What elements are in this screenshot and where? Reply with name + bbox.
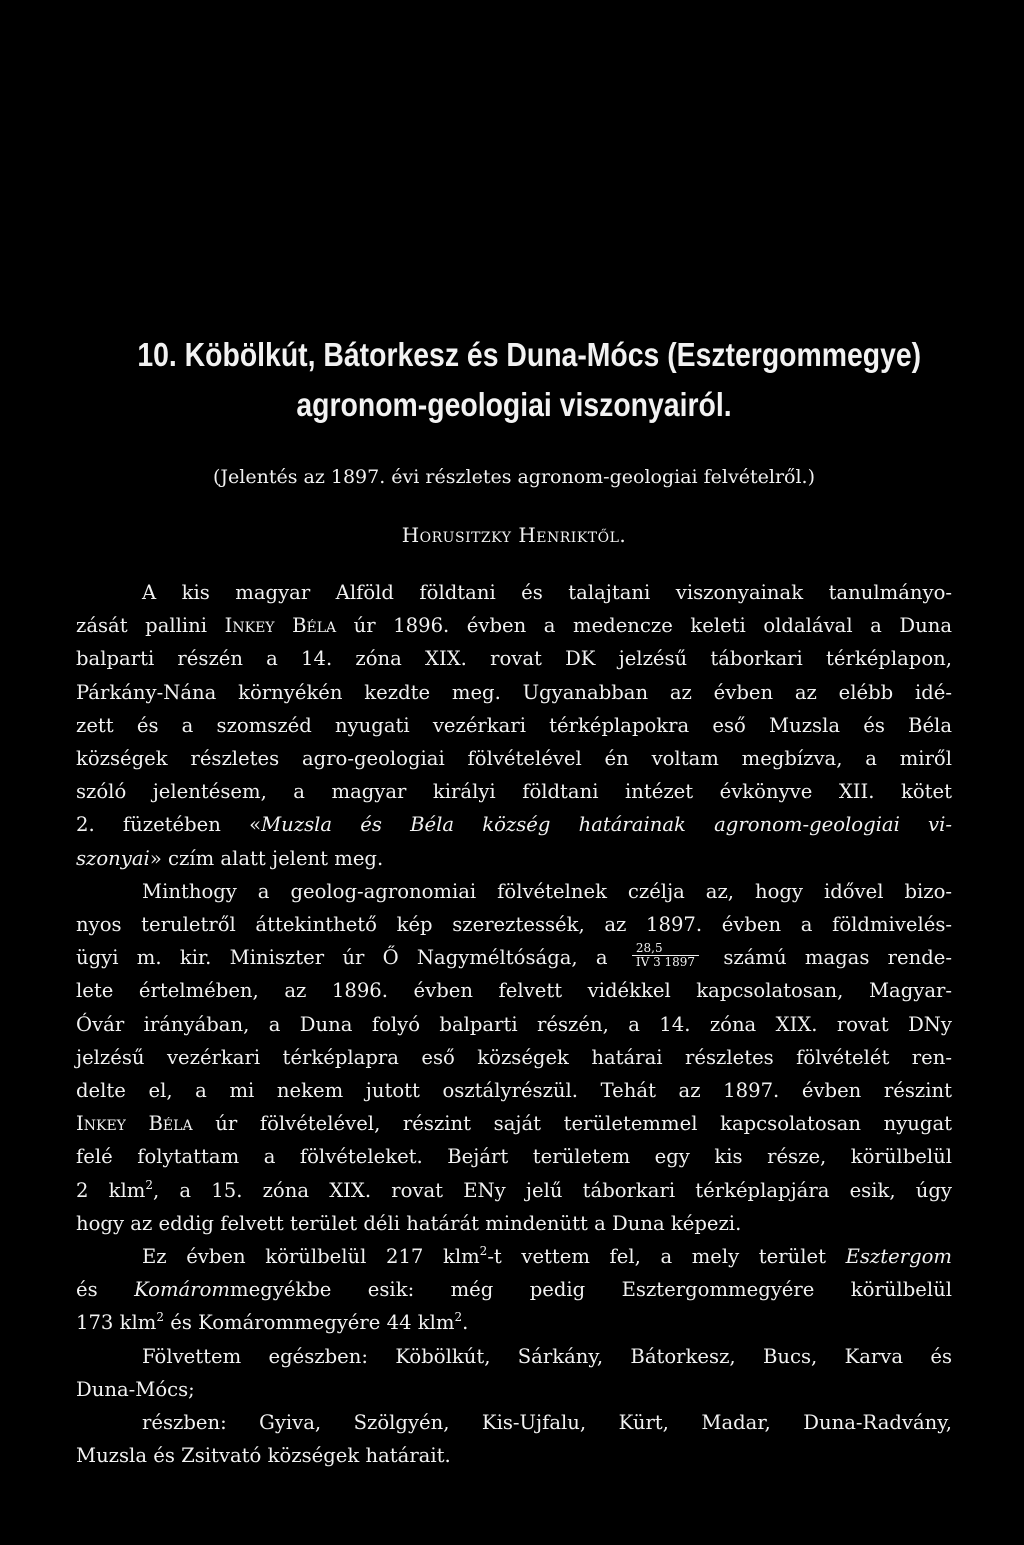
text-line: felé folytattam a fölvételeket. Bejárt területem egy kis része, körülbelül: [76, 1145, 952, 1169]
text-line: nyos teruletről áttekinthető kép szereztessék, az 1897. évben a földmivelés-: [76, 913, 952, 937]
text-line: balparti részén a 14. zóna XIX. rovat DK jelzésű táborkari térképlapon,: [76, 647, 952, 671]
document-page: [76, 330, 952, 1472]
cited-title: szonyai: [76, 846, 150, 870]
article-title: [137, 330, 922, 430]
person-name: Inkey Béla: [224, 614, 337, 638]
text-line: lete értelmében, az 1896. évben felvett vidékkel kapcsolatosan, Magyar-: [76, 979, 952, 1003]
author-byline: Horusitzky Henriktől.: [401, 523, 627, 547]
text-line: és Komárommegyékbe esik: még pedig Esztergommegyére körülbelül: [76, 1278, 952, 1302]
county-name: Komárom: [134, 1278, 230, 1302]
text-line: szóló jelentésem, a magyar királyi földtani intézet évkönyve XII. kötet: [76, 780, 952, 804]
text-line: jelzésű vezérkari térképlapra eső községek határai részletes fölvételét ren-: [76, 1045, 952, 1069]
text-line: Párkány-Nána környékén kezdte meg. Ugyanabban az évben az elébb idé-: [76, 680, 952, 704]
paragraph-3: [76, 1240, 952, 1340]
text-line: Ez évben körülbelül 217 klm$^2$-t vettem fel, a mely terület Esztergom: [142, 1244, 952, 1269]
text-line: 2 klm$^2$, a 15. zóna XIX. rovat ENy jelű táborkari térképlapjára esik, úgy: [76, 1177, 952, 1202]
text-line: Minthogy a geolog-agronomiai fölvételnek czélja az, hogy idővel bizo-: [142, 879, 952, 903]
text-line: A kis magyar Alföld földtani és talajtani viszonyainak tanulmányo-: [142, 581, 952, 604]
text-line: zett és a szomszéd nyugati vezérkari térképlapokra eső Muzsla és Béla: [76, 713, 952, 737]
text-line: zását pallini Inkey Béla úr 1896. évben a medencze keleti oldalával a Duna: [76, 614, 953, 638]
text-line: községek részletes agro-geologiai fölvételével én voltam megbízva, a miről: [76, 747, 952, 771]
person-name: Inkey Béla: [76, 1112, 193, 1136]
paragraph-1: [76, 576, 952, 875]
cited-title: Muzsla és Béla község határainak agronom-geologiai vi-: [261, 813, 952, 837]
paragraph-5: [76, 1406, 952, 1472]
text-line: delte el, a mi nekem jutott osztályrészül. Tehát az 1897. évben részint: [76, 1079, 952, 1103]
title-line-2: agronom-geologiai viszonyairól.: [296, 386, 732, 423]
text-line: 2. füzetében «Muzsla és Béla község határainak agronom-geologiai vi-: [76, 813, 952, 837]
text-line: Duna-Mócs;: [76, 1377, 195, 1401]
decree-number-fraction: $\frac{28,5}{IV 3 1897}$: [632, 942, 699, 969]
paragraph-4: [76, 1340, 952, 1406]
text-line: Fölvettem egészben: Köbölkút, Sárkány, Bátorkesz, Bucs, Karva és: [142, 1344, 952, 1368]
report-subtitle: (Jelentés az 1897. évi részletes agronom-geologiai felvételről.): [213, 466, 815, 488]
text-line: részben: Gyiva, Szölgyén, Kis-Ujfalu, Kürt, Madar, Duna-Radvány,: [142, 1411, 952, 1435]
text-line: Muzsla és Zsitvató községek határait.: [76, 1444, 451, 1468]
text-line: 173 klm$^2$ és Komárommegyére 44 klm$^2$.: [76, 1310, 469, 1335]
text-line: ügyi m. kir. Miniszter úr Ő Nagyméltósága, a $\frac{28,5}{IV 3 1897}$ számú magas rende-: [76, 941, 952, 970]
paragraph-2: [76, 875, 952, 1240]
title-line-1: 10. Köbölkút, Bátorkesz és Duna-Mócs (Esztergommegye): [137, 336, 922, 373]
text-line: Inkey Béla úr fölvételével, részint saját területemmel kapcsolatosan nyugat: [76, 1112, 953, 1136]
text-line: szonyai» czím alatt jelent meg.: [76, 846, 384, 870]
text-line: Óvár irányában, a Duna folyó balparti részén, a 14. zóna XIX. rovat DNy: [76, 1012, 952, 1036]
article-body: [76, 576, 952, 1472]
county-name: Esztergom: [845, 1245, 952, 1269]
text-line: hogy az eddig felvett terület déli határát mindenütt a Duna képezi.: [76, 1211, 742, 1235]
